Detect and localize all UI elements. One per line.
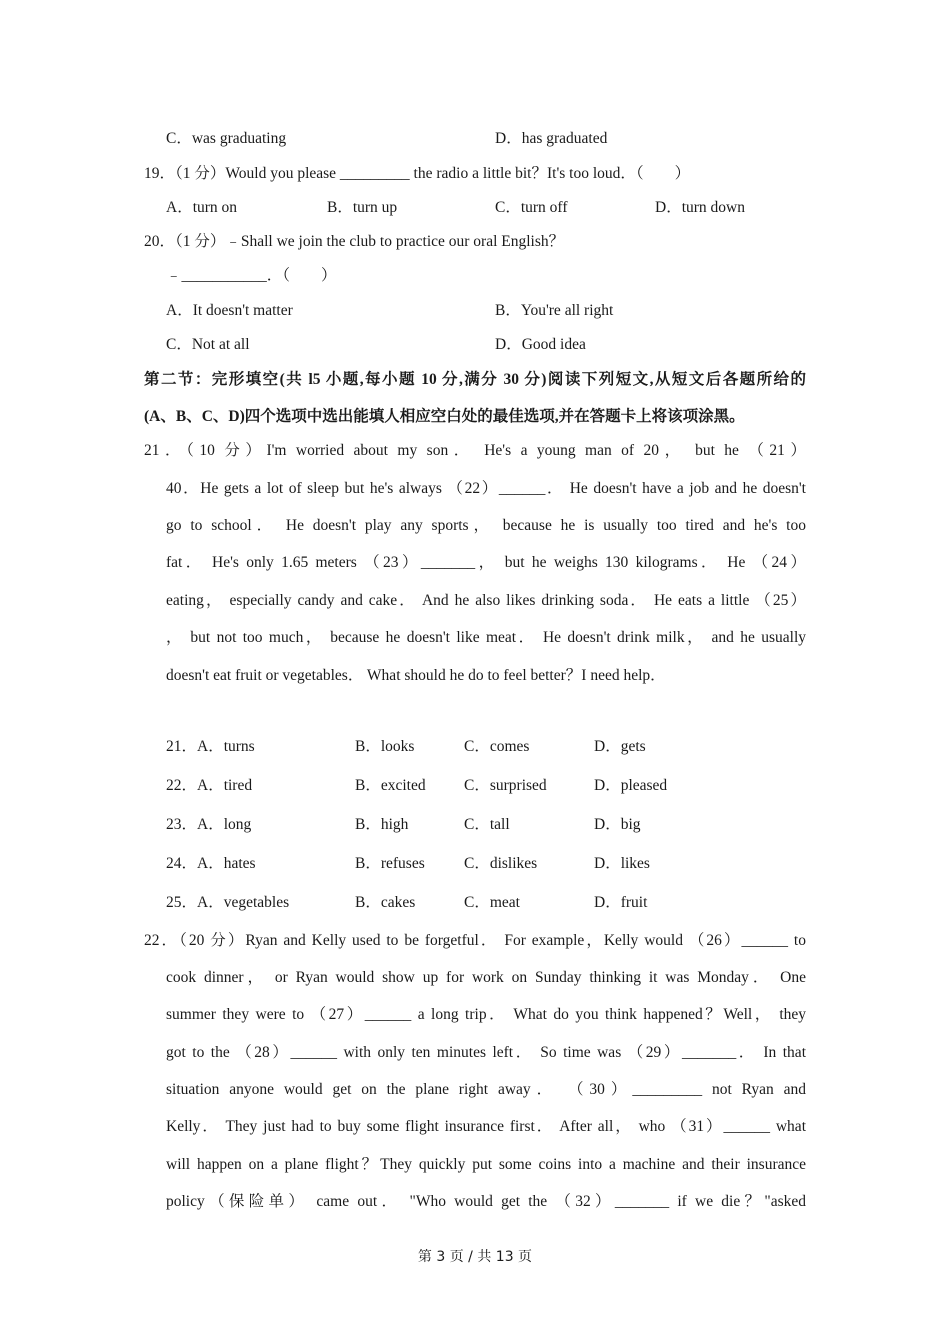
q22-passage-line: Kelly． They just had to buy some flight insurance first． After all， who （31）______ what: [166, 1118, 806, 1135]
q22-passage-line: 22．（20 分）Ryan and Kelly used to be forgetful． For example，Kelly would （26）______ to: [144, 932, 806, 949]
q21-passage-line: 21．（10 分）I'm worried about my son． He's a young man of 20， but he （21）: [144, 442, 806, 459]
q24-opt-row-c: C．dislikes: [464, 855, 538, 872]
section2-heading-line1: 第二节：完形填空(共 l5 小题,每小题 10 分,满分 30 分)阅读下列短文,从短文后各题所给的: [144, 371, 806, 388]
q21-opt-row-b: B．looks: [355, 738, 415, 755]
q22-passage-line: policy（保险单） came out． "Who would get the （32）_______ if we die？"asked: [166, 1193, 806, 1210]
q20-stem: 20．（1 分）﹣Shall we join the club to practice our oral English？: [144, 233, 565, 250]
q21-passage-line: 40．He gets a lot of sleep but he's always （22）______． He doesn't have a job and he doesn't: [166, 480, 806, 497]
q19-stem: 19．（1 分）Would you please _________ the radio a little bit？It's too loud．（ ）: [144, 165, 691, 182]
q20-option-b: B．You're all right: [495, 302, 614, 319]
q22-passage-line: situation anyone would get on the plane right away． （30）_________ not Ryan and: [166, 1081, 806, 1098]
q22-opt-row-b: B．excited: [355, 777, 426, 794]
q22-passage-line: cook dinner， or Ryan would show up for work on Sunday thinking it was Monday． One: [166, 969, 806, 986]
q20-option-a: A．It doesn't matter: [166, 302, 293, 319]
q24-opt-row-d: D．likes: [594, 855, 650, 872]
q22-opt-row-d: D．pleased: [594, 777, 668, 794]
q22-opt-row-c: C．surprised: [464, 777, 547, 794]
q19-option-d: D．turn down: [655, 199, 745, 216]
q20-reply: ﹣___________．（ ）: [166, 267, 337, 284]
q22-passage-line: summer they were to （27）______ a long trip． What do you think happened？Well， they: [166, 1006, 806, 1023]
q21-passage-line: fat． He's only 1.65 meters （23）_______， but he weighs 130 kilograms． He （24）: [166, 554, 806, 571]
q19-option-c: C．turn off: [495, 199, 568, 216]
q21-passage-line: go to school． He doesn't play any sports， because he is usually too tired and he's too: [166, 517, 806, 534]
q23-opt-row-d: D．big: [594, 816, 641, 833]
q18-option-c: C．was graduating: [166, 130, 287, 147]
q24-opt-row-a: 24．A．hates: [166, 855, 256, 872]
q22-passage-line: will happen on a plane flight？They quickly put some coins into a machine and their insurance: [166, 1156, 806, 1173]
q22-passage-line: got to the （28）______ with only ten minutes left． So time was （29）_______． In that: [166, 1044, 806, 1061]
q20-option-c: C．Not at all: [166, 336, 250, 353]
q25-opt-row-c: C．meat: [464, 894, 520, 911]
q21-passage-line: eating， especially candy and cake． And he also likes drinking soda． He eats a little （25）: [166, 592, 806, 609]
q19-option-b: B．turn up: [327, 199, 398, 216]
q21-opt-row-d: D．gets: [594, 738, 646, 755]
q21-passage-line: ， but not too much， because he doesn't like meat． He doesn't drink milk， and he usually: [166, 629, 806, 646]
q23-opt-row-a: 23．A．long: [166, 816, 252, 833]
q21-opt-row-a: 21．A．turns: [166, 738, 255, 755]
q19-option-a: A．turn on: [166, 199, 238, 216]
q20-option-d: D．Good idea: [495, 336, 586, 353]
section2-heading-line2: (A、B、C、D)四个选项中选出能填人相应空白处的最佳选项,并在答题卡上将该项涂黑。: [144, 408, 745, 425]
q23-opt-row-c: C．tall: [464, 816, 510, 833]
q25-opt-row-a: 25．A．vegetables: [166, 894, 290, 911]
q24-opt-row-b: B．refuses: [355, 855, 425, 872]
q22-opt-row-a: 22．A．tired: [166, 777, 253, 794]
q23-opt-row-b: B．high: [355, 816, 409, 833]
q18-option-d: D．has graduated: [495, 130, 608, 147]
q25-opt-row-b: B．cakes: [355, 894, 416, 911]
q25-opt-row-d: D．fruit: [594, 894, 648, 911]
q21-passage-line: doesn't eat fruit or vegetables． What should he do to feel better？I need help．: [166, 667, 666, 684]
page-footer: 第 3 页 / 共 13 页: [417, 1249, 533, 1265]
q21-opt-row-c: C．comes: [464, 738, 530, 755]
